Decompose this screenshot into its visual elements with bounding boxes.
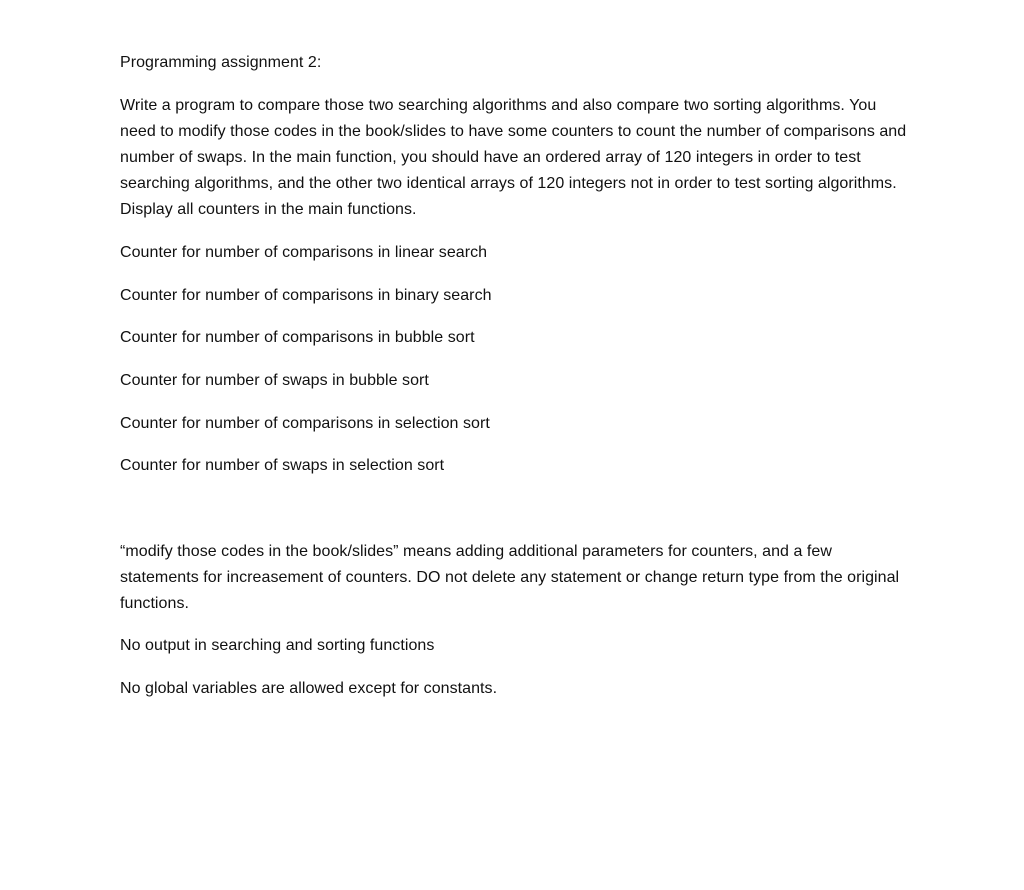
counter-item: Counter for number of swaps in selection sort — [120, 457, 445, 474]
counter-item: Counter for number of comparisons in bubble sort — [120, 329, 475, 346]
assignment-heading: Programming assignment 2: — [120, 54, 322, 71]
counter-item: Counter for number of comparisons in binary search — [120, 287, 492, 304]
counter-item: Counter for number of comparisons in linear search — [120, 244, 488, 261]
assignment-intro: Write a program to compare those two searching algorithms and also compare two sorting algorithms. You need to modify those codes in the book/slides to have some counters to count the number of comparisons and number of swaps. In the main function, you should have an ordered array of 120 integers in order to test searching algorithms, and the other two identical arrays of 120 integers not in order to test sorting algorithms. Display all counters in the main functions. — [120, 97, 907, 218]
counter-item: Counter for number of comparisons in selection sort — [120, 415, 490, 432]
rule-no-output: No output in searching and sorting functions — [120, 637, 435, 654]
modification-note: “modify those codes in the book/slides” means adding additional parameters for counters, and a few statements for increasement of counters. DO not delete any statement or change return type from the original functions. — [120, 543, 900, 612]
document-page — [120, 0, 910, 890]
rule-no-globals: No global variables are allowed except for constants. — [120, 680, 498, 697]
counter-item: Counter for number of swaps in bubble sort — [120, 372, 429, 389]
